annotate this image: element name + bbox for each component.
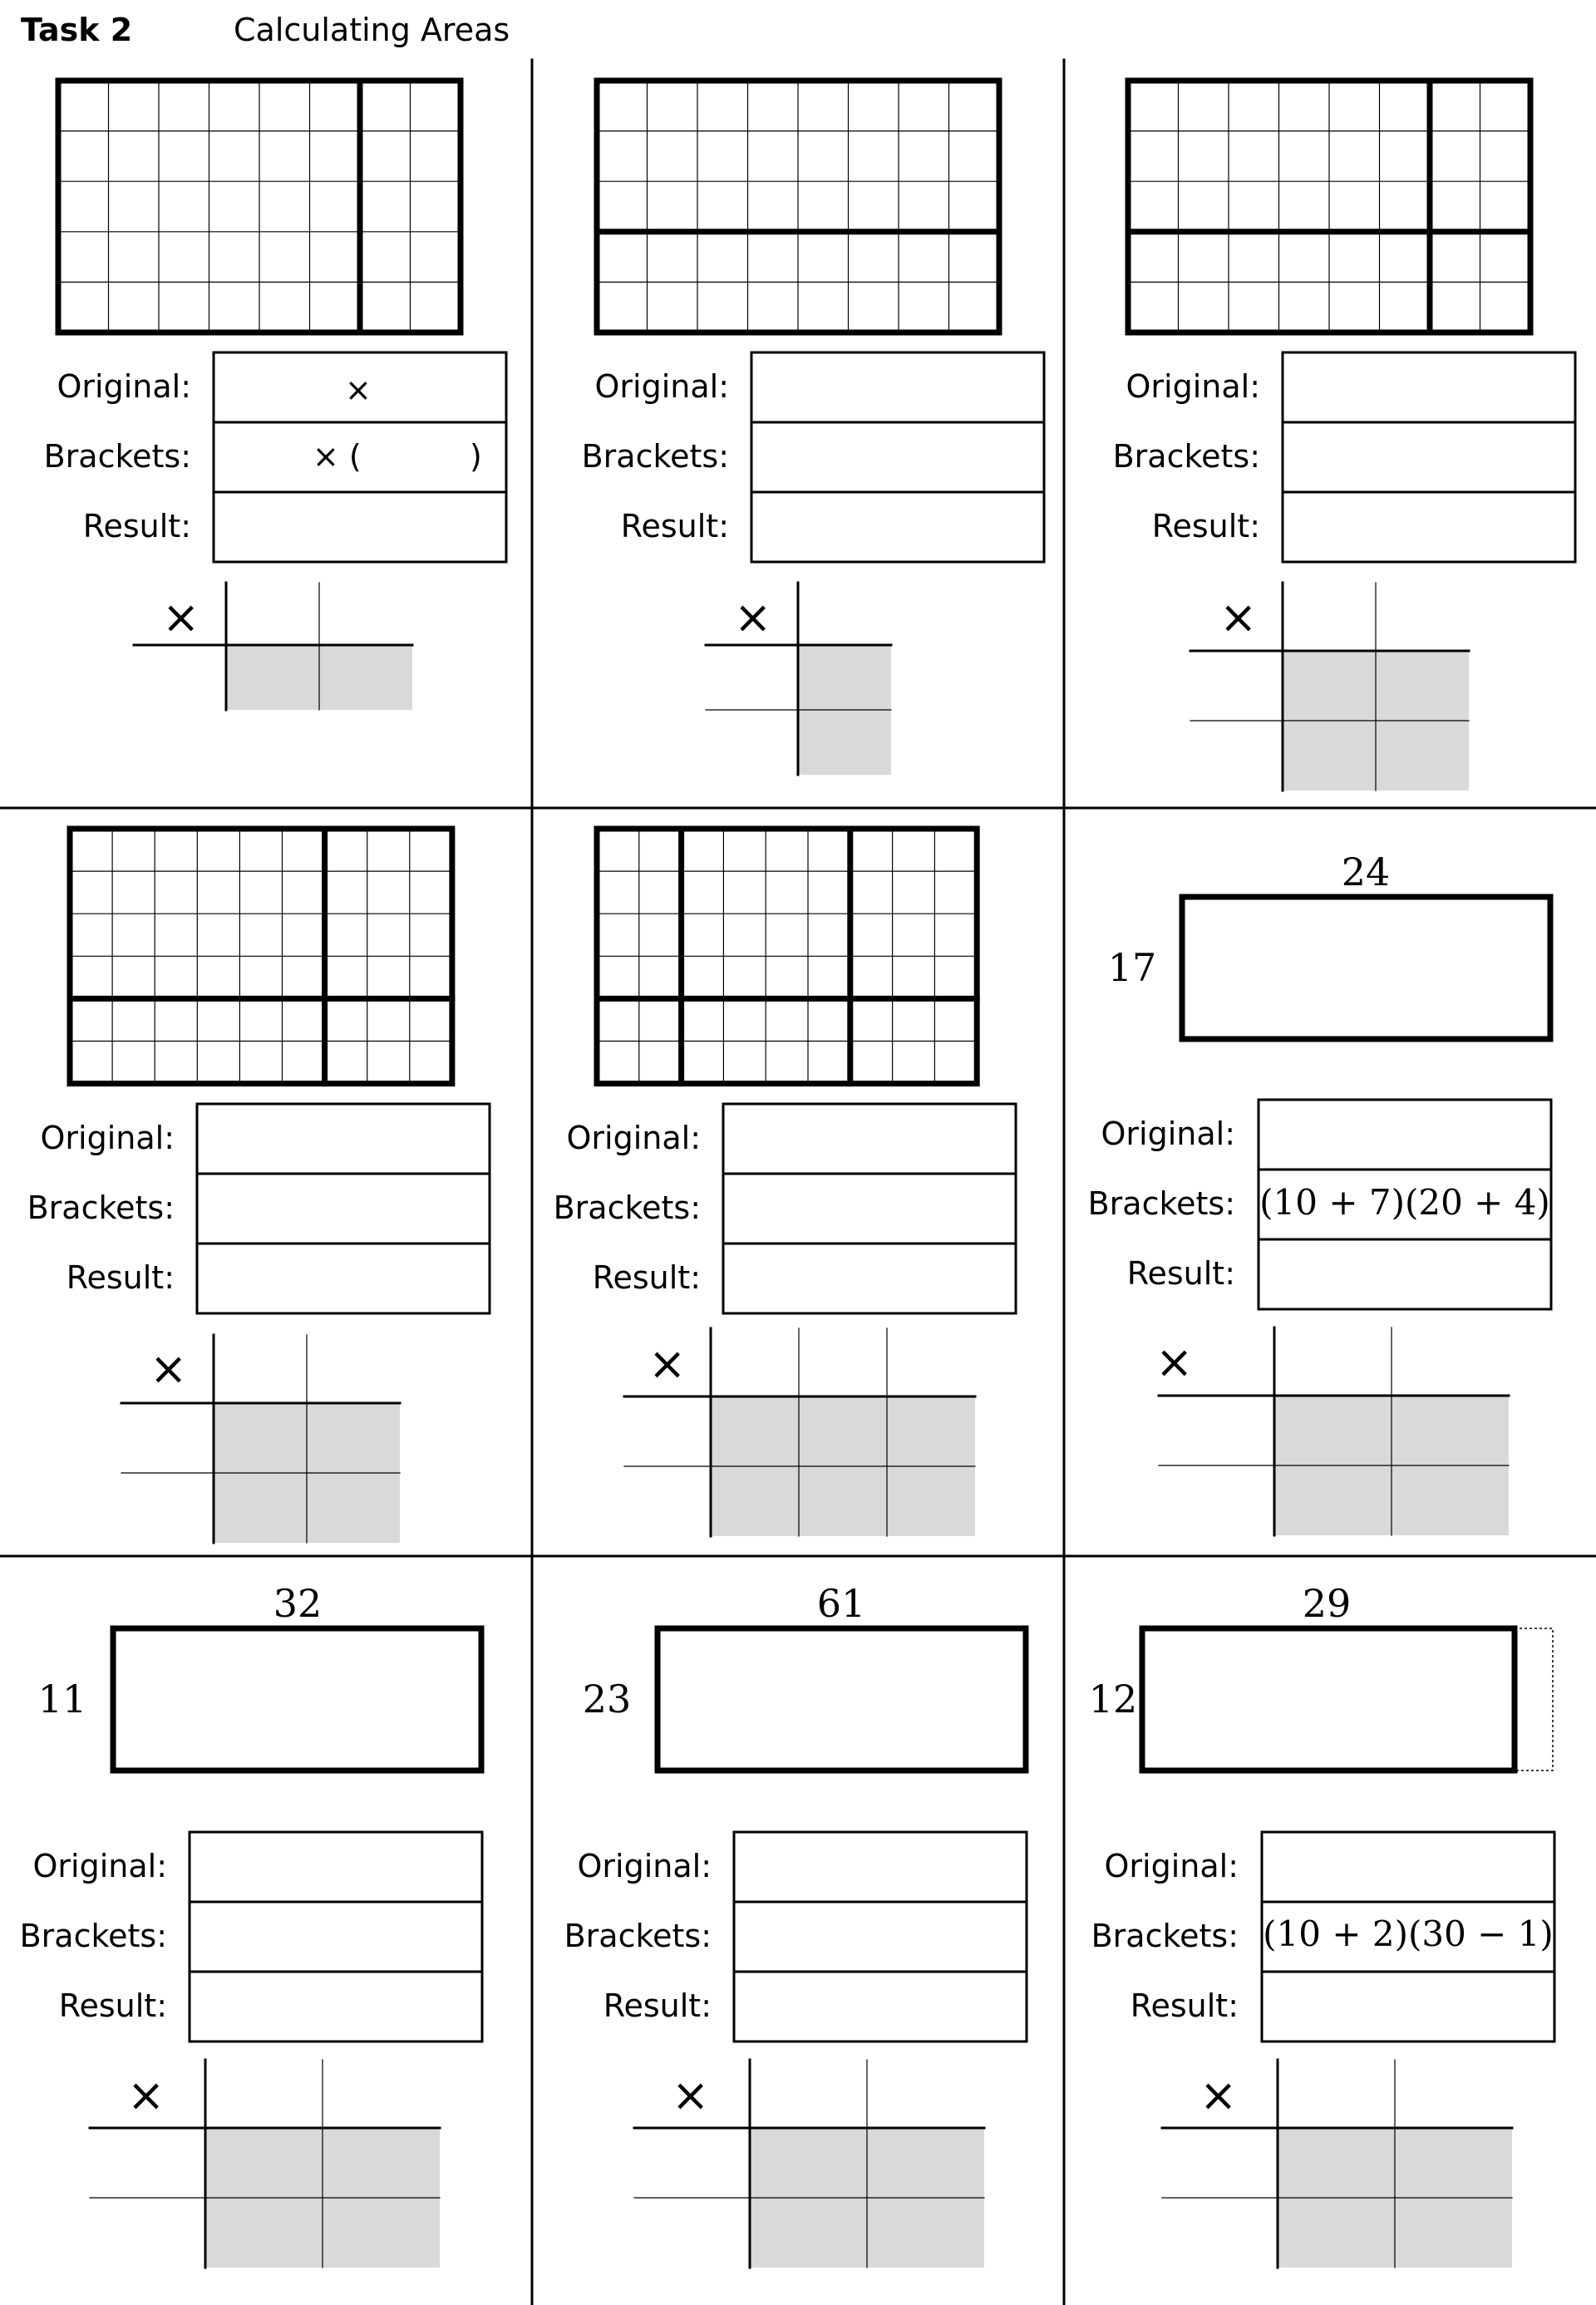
p4-original-label: Original: (40, 1120, 175, 1156)
p9-area-rectangle (1142, 1628, 1515, 1771)
p9-times-symbol: × (1199, 2069, 1238, 2121)
p2-brackets-label: Brackets: (581, 438, 729, 475)
p9-top-dimension: 29 (1302, 1581, 1352, 1626)
p9-original-label: Original: (1104, 1848, 1239, 1884)
p6-result-label: Result: (1126, 1255, 1235, 1292)
p1-result-label: Result: (82, 508, 191, 544)
p5-original-label: Original: (566, 1120, 701, 1156)
p3-result-label: Result: (1151, 508, 1260, 544)
p3-brackets-label: Brackets: (1112, 438, 1260, 475)
p5-answer-box (723, 1104, 1016, 1313)
p4-times-symbol: × (150, 1342, 188, 1395)
p5-times-symbol: × (648, 1337, 687, 1390)
p5-result-label: Result: (592, 1259, 701, 1296)
p7-side-dimension: 11 (37, 1677, 87, 1721)
p1-brackets-hint-close: ) (470, 438, 482, 475)
p2-times-symbol: × (734, 591, 772, 643)
p4-brackets-label: Brackets: (27, 1189, 175, 1226)
p4-answer-box (197, 1104, 490, 1313)
p9-side-dimension: 12 (1088, 1677, 1138, 1721)
p2-original-label: Original: (594, 368, 729, 405)
p6-original-label: Original: (1101, 1116, 1235, 1152)
p1-brackets-hint-open: × ( (313, 438, 362, 475)
p8-answer-box (734, 1832, 1027, 2042)
p9-dashed-extension (1515, 1628, 1553, 1771)
p2-result-label: Result: (620, 508, 729, 544)
p7-answer-box (190, 1832, 482, 2042)
p3-answer-box (1283, 352, 1575, 562)
p8-brackets-label: Brackets: (564, 1918, 712, 1954)
p1-brackets-label: Brackets: (43, 438, 191, 475)
p3-original-label: Original: (1126, 368, 1260, 405)
p7-top-dimension: 32 (273, 1581, 323, 1626)
p6-brackets-example: (10 + 7)(20 + 4) (1259, 1182, 1550, 1223)
p7-brackets-label: Brackets: (19, 1918, 167, 1954)
p7-times-symbol: × (127, 2069, 165, 2121)
page-title: Calculating Areas (234, 12, 510, 48)
p9-result-label: Result: (1130, 1987, 1239, 2024)
p2-answer-box (751, 352, 1044, 562)
p4-result-label: Result: (66, 1259, 175, 1296)
p7-original-label: Original: (32, 1848, 167, 1884)
p9-brackets-example: (10 + 2)(30 − 1) (1263, 1913, 1554, 1954)
p1-original-hint: × (345, 372, 372, 408)
p5-brackets-label: Brackets: (553, 1189, 701, 1226)
p7-result-label: Result: (58, 1987, 167, 2024)
p1-times-symbol: × (162, 591, 200, 643)
p6-top-dimension: 24 (1341, 850, 1391, 894)
p6-brackets-label: Brackets: (1087, 1185, 1235, 1222)
p8-original-label: Original: (577, 1848, 712, 1884)
p8-result-label: Result: (603, 1987, 712, 2024)
p6-area-rectangle (1182, 897, 1550, 1039)
task-number: Task 2 (21, 12, 133, 48)
p3-times-symbol: × (1219, 591, 1258, 643)
p6-side-dimension: 17 (1107, 945, 1157, 990)
p7-area-rectangle (113, 1628, 481, 1771)
p6-times-symbol: × (1155, 1336, 1194, 1388)
p8-top-dimension: 61 (816, 1581, 866, 1626)
p9-brackets-label: Brackets: (1091, 1918, 1239, 1954)
p8-times-symbol: × (672, 2069, 710, 2121)
p8-area-rectangle (658, 1628, 1026, 1771)
p1-original-label: Original: (57, 368, 191, 405)
p8-side-dimension: 23 (582, 1677, 632, 1721)
